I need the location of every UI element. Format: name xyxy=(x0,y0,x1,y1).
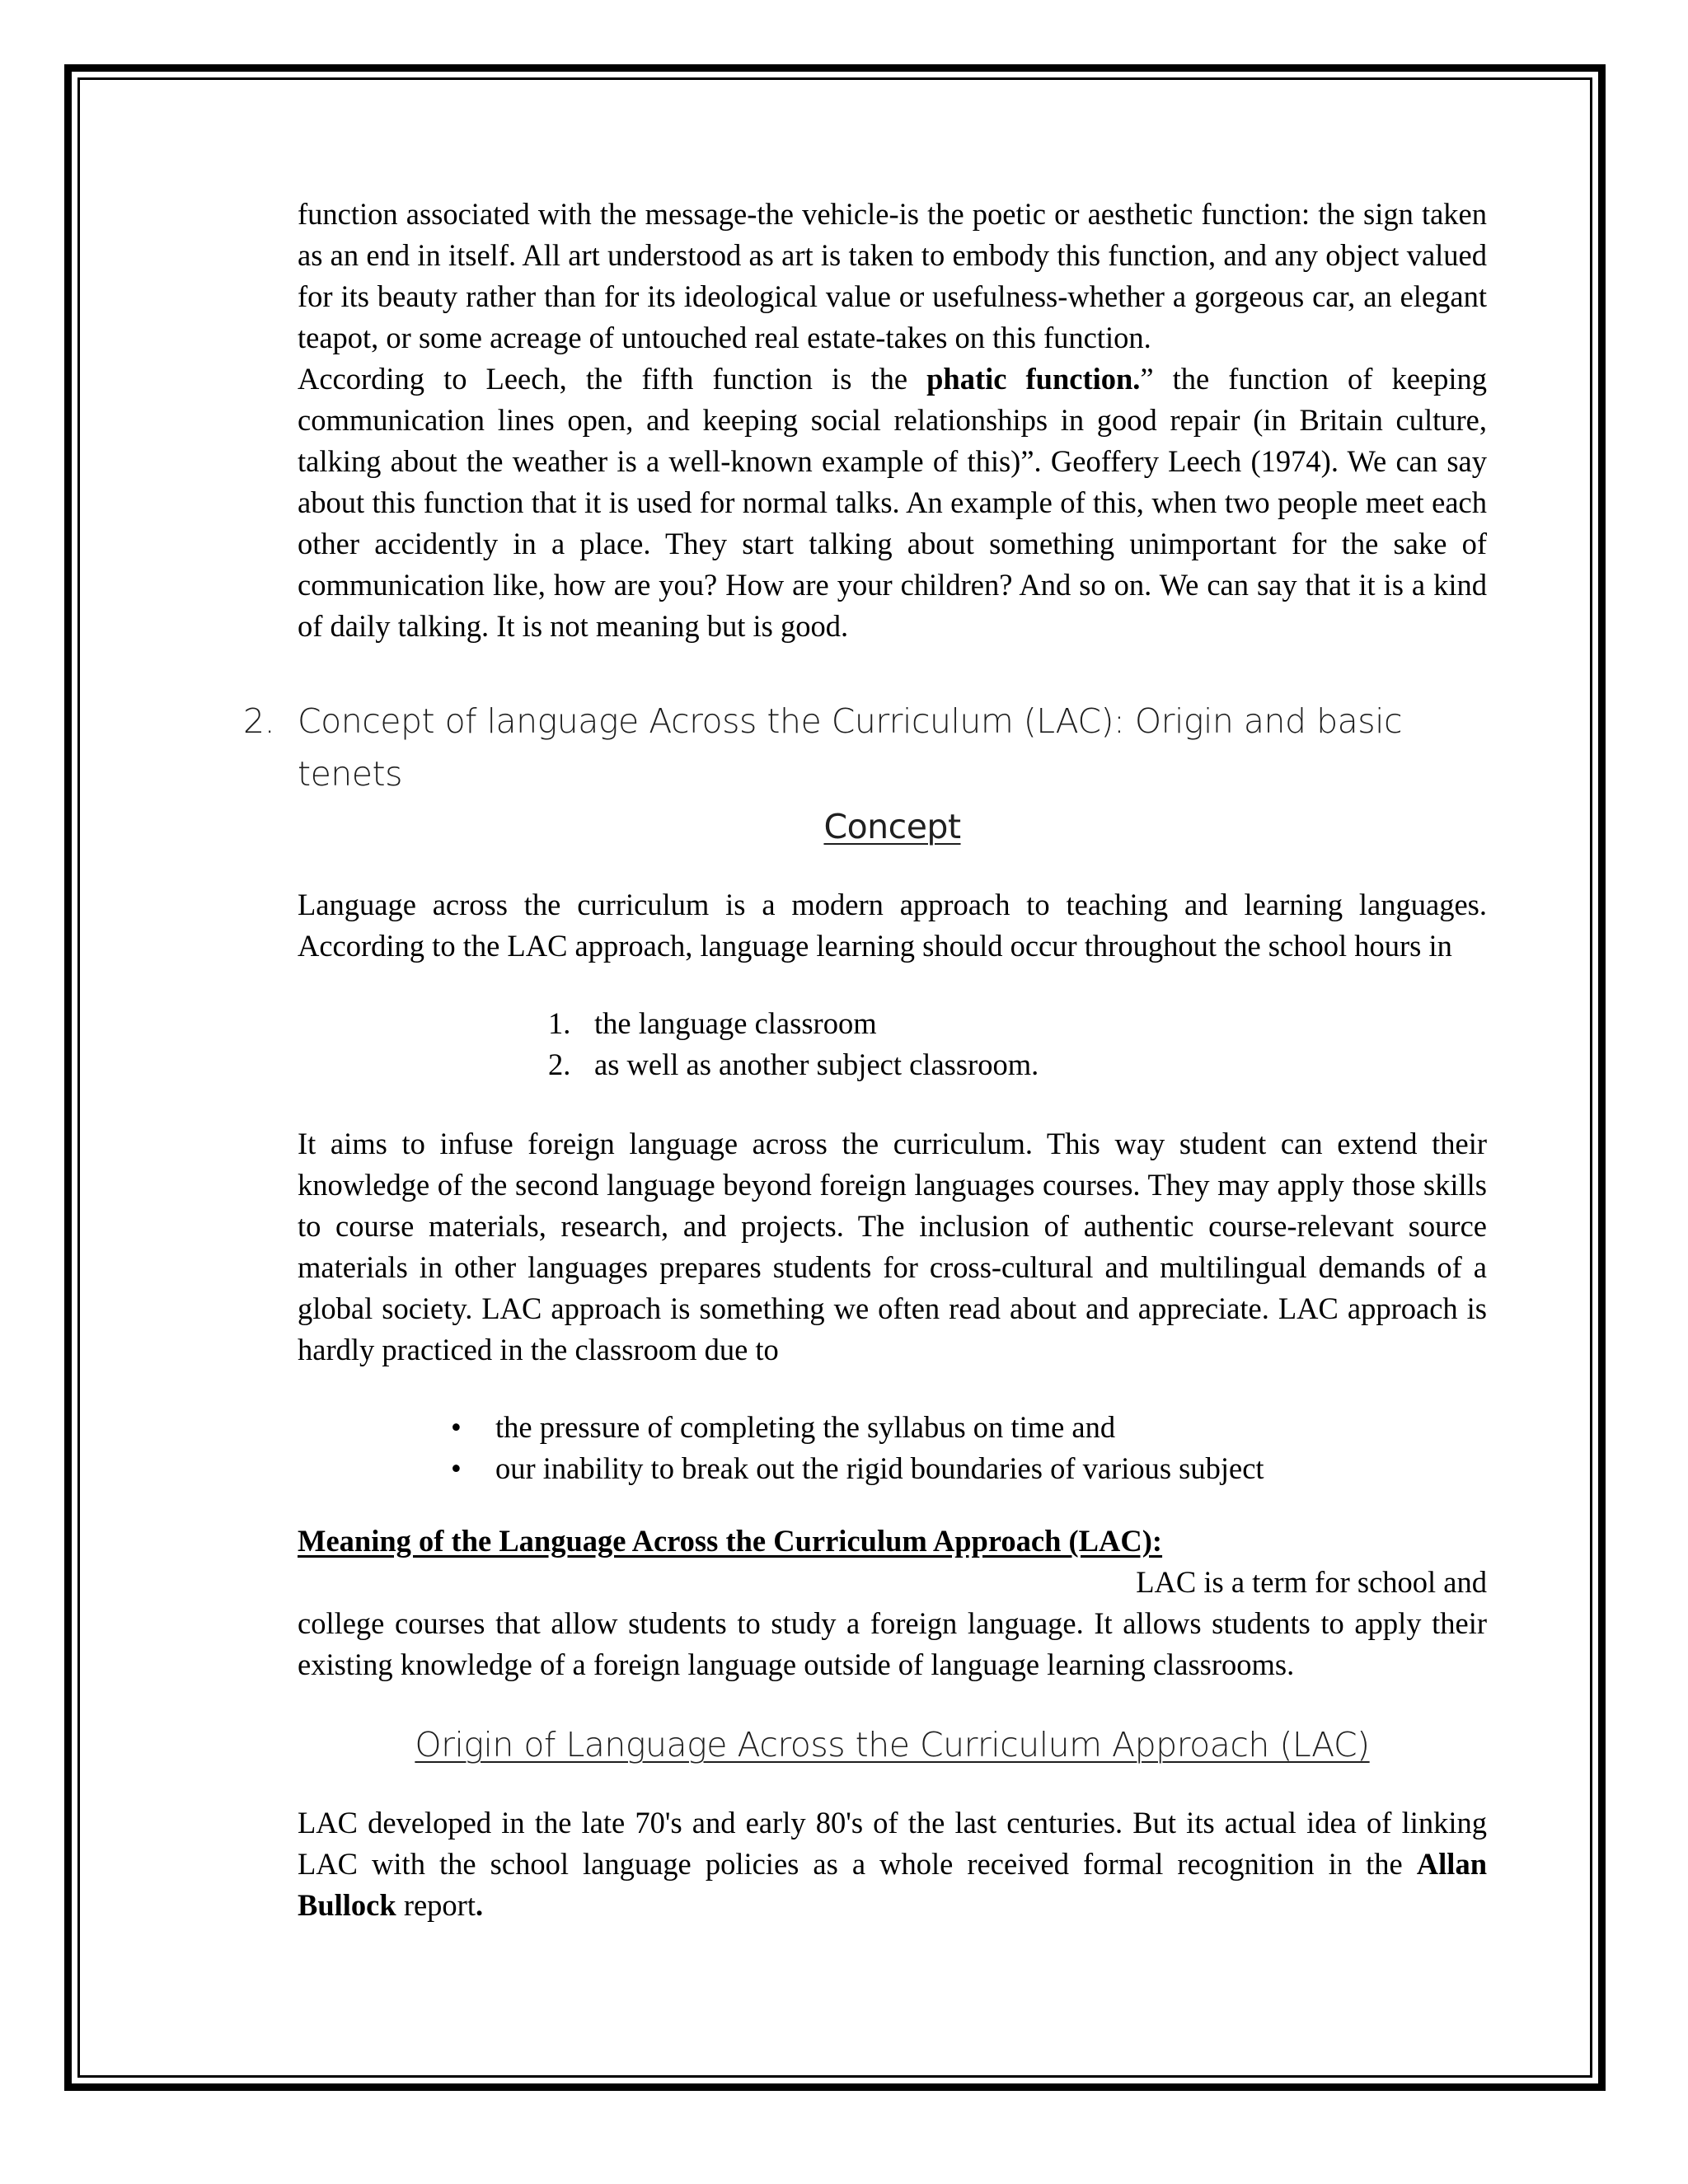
paragraph-lac-aims: It aims to infuse foreign language across the curriculum. This way student can extend their knowledge of the second language beyond foreign languages courses. They may apply those skills to course materials, research, and projects. The inclusion of authentic course-relevant source materials in other languages prepares students for cross-cultural and multilingual demands of a global society. LAC approach is something we often read about and appreciate. LAC approach is hardly practiced in the classroom due to xyxy=(298,1127,1487,1366)
list-item-text: the pressure of completing the syllabus on time and xyxy=(495,1410,1116,1444)
meaning-heading: Meaning of the Language Across the Curriculum Approach (LAC): xyxy=(298,1524,1163,1558)
numbered-list xyxy=(298,1003,1487,1085)
list-item-text: our inability to break out the rigid boundaries of various subject xyxy=(495,1451,1264,1485)
section-number: 2. xyxy=(243,701,275,741)
bullet-icon: • xyxy=(451,1410,462,1444)
paragraph-poetic-function: function associated with the message-the vehicle-is the poetic or aesthetic function: the sign taken as an end in itself. All art understood as art is taken to embody this function, and any object valued for its beauty rather than for its ideological value or usefulness-whether a gorgeous car, an elegant teapot, or some acreage of untouched real estate-takes on this function. xyxy=(298,197,1487,354)
paragraph-text: ” the function of keeping communication lines open, and keeping social relationships in good repair (in Britain culture, talking about the weather is a well-known example of this)”. Geoffery Leech (1974). We can say about this function that it is used for normal talks. An example of this, when two people meet each other accidently in a place. They start talking about something unimportant for the sake of communication like, how are you? How are your children? And so on. We can say that it is a kind of daily talking. It is not meaning but is good. xyxy=(298,362,1487,643)
list-item xyxy=(451,1448,1487,1489)
list-item-text: as well as another subject classroom. xyxy=(594,1047,1039,1081)
list-item xyxy=(548,1044,1487,1085)
list-item xyxy=(548,1003,1487,1044)
concept-heading-text: Concept xyxy=(823,807,961,846)
paragraph-phatic-function xyxy=(298,359,1487,647)
list-number: 1. xyxy=(548,1006,571,1040)
list-item-text: the language classroom xyxy=(594,1006,877,1040)
paragraph-text: According to Leech, the fifth function is the xyxy=(298,362,927,396)
paragraph-lac-intro: Language across the curriculum is a modern approach to teaching and learning languages. According to the LAC approach, language learning should occur throughout the school hours in xyxy=(298,888,1487,963)
bold-period: . xyxy=(475,1888,484,1922)
bold-term-phatic: phatic function. xyxy=(926,362,1141,396)
page-content xyxy=(243,194,1487,1926)
bullet-icon: • xyxy=(451,1451,462,1485)
list-number: 2. xyxy=(548,1047,571,1081)
paragraph-meaning: college courses that allow students to study a foreign language. It allows students to apply their existing knowledge of a foreign language outside of language learning classrooms. xyxy=(298,1606,1487,1681)
paragraph-text: report xyxy=(396,1888,476,1922)
paragraph-origin xyxy=(298,1802,1487,1926)
origin-heading-text: Origin of Language Across the Curriculum Approach (LAC) xyxy=(415,1725,1370,1765)
section-heading xyxy=(243,695,1487,800)
bold-name-allan-bullock: Allan Bullock xyxy=(298,1847,1487,1922)
section-title: Concept of language Across the Curriculum (LAC): Origin and basic tenets xyxy=(298,701,1403,794)
origin-heading xyxy=(298,1718,1487,1771)
concept-heading xyxy=(298,800,1487,853)
meaning-first-line: LAC is a term for school and xyxy=(1136,1565,1487,1599)
paragraph-text: LAC developed in the late 70's and early 80's of the last centuries. But its actual idea of linking LAC with the school language policies as a whole received formal recognition in the xyxy=(298,1806,1487,1881)
list-item xyxy=(451,1407,1487,1448)
bullet-list xyxy=(298,1407,1487,1489)
